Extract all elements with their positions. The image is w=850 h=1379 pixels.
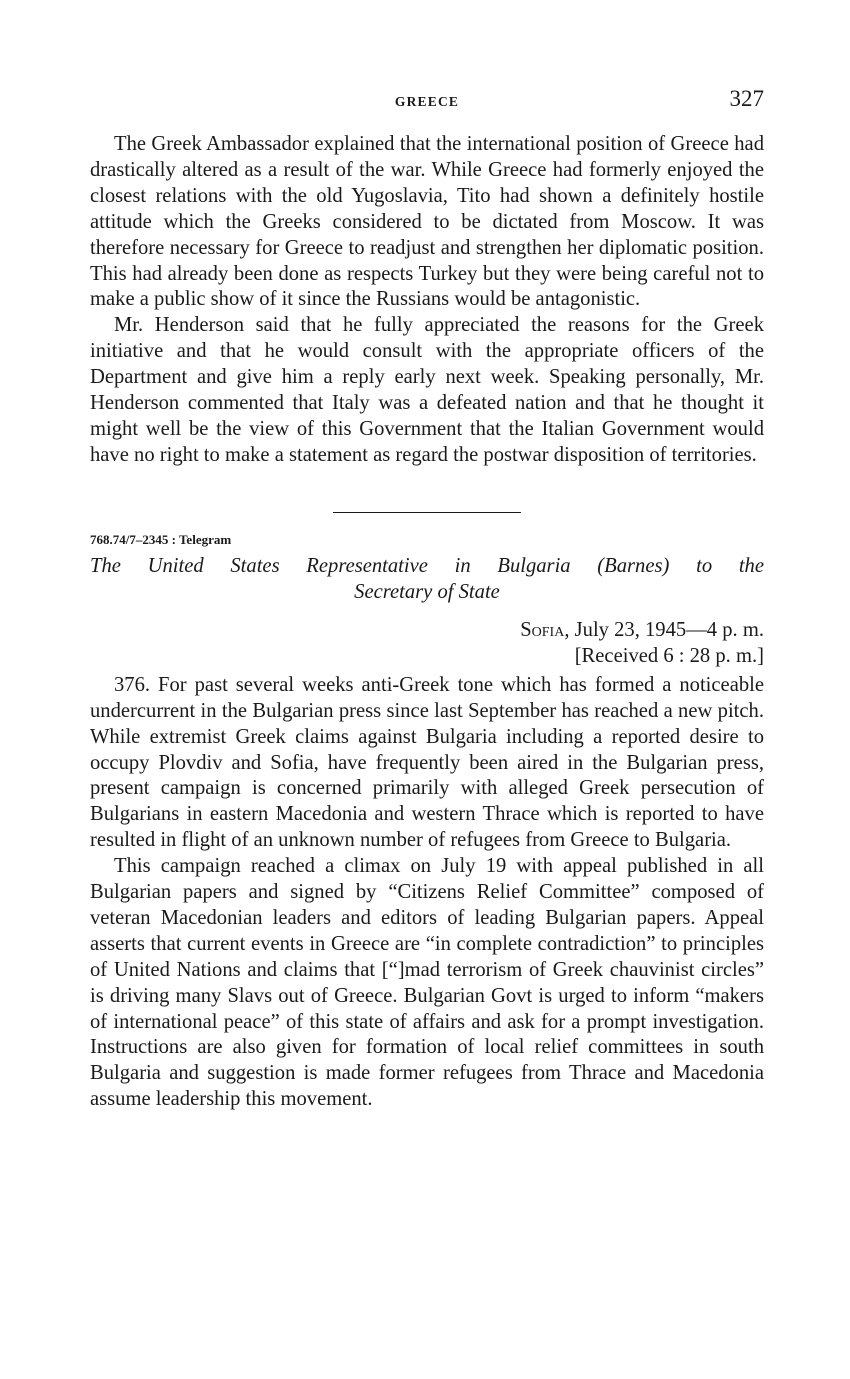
document-title <box>90 553 764 605</box>
file-reference: 768.74/7–2345 : Telegram <box>90 531 232 547</box>
dateline <box>90 617 764 669</box>
paragraph: Mr. Henderson said that he fully appreciated the reasons for the Greek initiative and that he would consult with the appropriate officers of the Department and give him a reply early next week. Speaking personally, Mr. Henderson commented that Italy was a defeated nation and that he thought it might well be the view of this Government that the Italian Government would have no right to make a statement as regard the postwar disposition of territories. <box>90 314 764 466</box>
received-note: [Received 6 : 28 p. m.] <box>574 644 764 667</box>
running-title: GREECE <box>394 94 460 109</box>
date: July 23, 1945—4 p. m. <box>569 618 764 641</box>
document-title-line: Secretary of State <box>354 580 500 603</box>
document-title-line: The United States Representative in Bulgaria (Barnes) to the <box>90 554 764 577</box>
running-head <box>90 86 764 120</box>
section-divider <box>333 512 521 513</box>
paragraph: 376. For past several weeks anti-Greek tone which has formed a noticeable undercurrent in the Bulgarian press since last September has reached a new pitch. While extremist Greek claims against Bulgaria including a reported desire to occupy Plovdiv and Sofia, have frequently been aired in the Bulgarian press, present campaign is concerned primarily with alleged Greek persecution of Bulgarians in eastern Macedonia and western Thrace which is reported to have resulted in flight of an unknown number of refugees from Greece to Bulgaria. <box>90 673 764 852</box>
place: Sofia, <box>520 618 570 641</box>
paragraph: The Greek Ambassador explained that the international position of Greece had drastically altered as a result of the war. While Greece had formerly enjoyed the closest relations with the old Yugoslavia, Tito had shown a definitely hostile attitude which the Greeks considered to be dictated from Moscow. It was therefore necessary for Greece to readjust and strengthen her diplomatic position. This had already been done as respects Turkey but they were being careful not to make a public show of it since the Russians would be antagonistic. <box>90 133 764 311</box>
document-page <box>90 86 764 1113</box>
page-number: 327 <box>729 86 764 111</box>
place-date <box>90 617 764 643</box>
paragraph: This campaign reached a climax on July 19 with appeal published in all Bulgarian papers and signed by “Citizens Relief Committee” composed of veteran Macedonian leaders and editors of leading Bulgarian papers. Appeal asserts that current events in Greece are “in complete contradiction” to principles of United Nations and claims that [“]mad terrorism of Greek chauvinist circles” is driving many Slavs out of Greece. Bulgarian Govt is urged to inform “makers of international peace” of this state of affairs and ask for a prompt investigation. Instructions are also given for formation of local relief committees in south Bulgaria and suggestion is made former refugees from Thrace and Macedonia assume leadership this movement. <box>90 855 764 1111</box>
